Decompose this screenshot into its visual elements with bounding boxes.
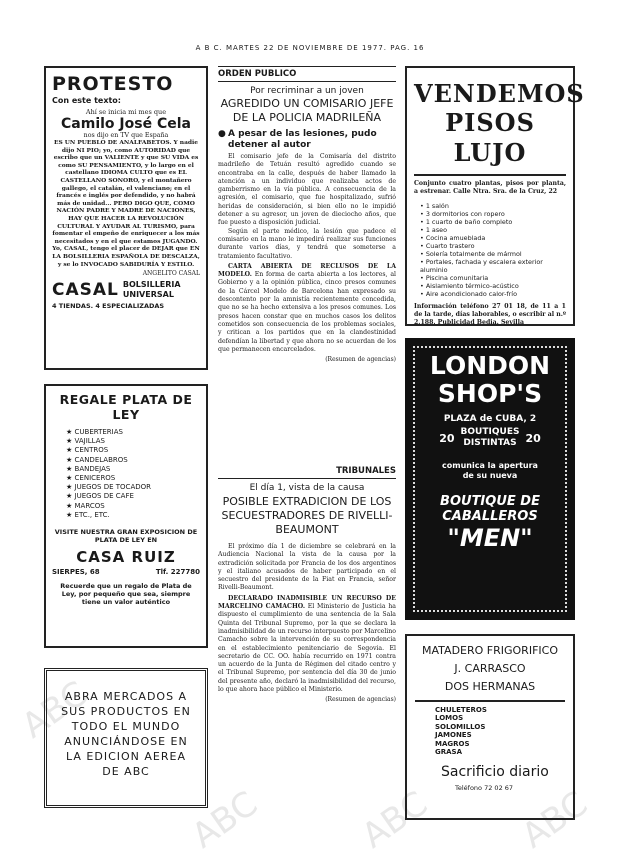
matadero-item-label: LOMOS	[435, 714, 464, 723]
star-icon: •	[420, 241, 426, 250]
orden-subhead	[218, 129, 396, 151]
matadero-item	[435, 706, 565, 714]
tribunales-body1: El próximo día 1 de diciembre se celebrará en la Audiencia Nacional la vista de la causa por la extradición solicitada por Francia de los dos argentinos y el italiano acusados de haber participado en el secuestro del presidente de la Fiat en Francia, señor Rivelli-Beaumont.	[218, 543, 396, 592]
matadero-item	[435, 731, 565, 739]
plata-item	[66, 446, 200, 455]
star-icon: ★	[66, 455, 75, 464]
plata-item	[66, 483, 200, 492]
matadero-title: MATADERO FRIGORIFICO	[422, 644, 558, 657]
matadero-place: DOS HERMANAS	[444, 680, 536, 693]
plata-item	[66, 456, 200, 465]
london-boutiques-label: BOUTIQUES	[460, 427, 520, 437]
pisos-item-label: Aire acondicionado calor-frío	[425, 289, 517, 298]
tribunales-body2-text: El Ministerio de Justicia ha dispuesto el cumplimiento de una sentencia de la Sala Quinta del Tribunal Supremo, por la que se declara la inadmisibilidad de un recurso interpuesto por Marcelino Camacho sobre la intervención de su correspondencia en el establecimiento penitenciario de Segovia. El secretario de CC. OO. había recurrido en 1971 contra un acuerdo de la Junta de Régimen del citado centro y el Tribunal Supremo, por sentencia del día 30 de junio del presente año, declaró la inadmisibilidad del recurso, lo que ahora hace público el Ministerio.	[218, 603, 396, 694]
london-boutiques	[407, 427, 573, 449]
london-comunica: comunica la apertura	[442, 461, 538, 470]
protesto-body: ES UN PUEBLO DE ANALFABETOS. Y nadie dijo NI PIO; yo, como AUTORIDAD que escribo que un VALIENTE y que SU VIDA es como SU PENSAMIENTO, y lo largo en el castellano IDIOMA CULTO que es EL CASTELLANO SONORO, y el montañero gallego, el catalán, el valenciano; en el francés e inglés por defendido, y no habrá más de unidad... PERO DIGO QUE, COMO NACIÓN PADRE Y MADRE DE NACIONES, HAY QUE HACER LA REVOLUCIÓN CULTURAL Y AYUDAR AL TURISMO, para fomentar el empeño de enriquecer a los más necesitados y en el que estamos JUGANDO. Yo, CASAL, tengo el placer de DEJAR que EN LA BOLSILLERIA ESPAÑOLA DE DESCALZA, y se lo INVOCADO SABIDURÍA Y ESTILO.	[52, 139, 200, 268]
matadero-item-label: JAMONES	[435, 731, 472, 740]
matadero-item-label: CHULETEROS	[435, 706, 487, 714]
casal-brand	[52, 280, 200, 300]
matadero-phone: Teléfono 72 02 67	[455, 784, 514, 793]
orden-body2: Según el parte médico, la lesión que padece el comisario en la mano le impedirá realizar sus funciones durante varios días, y tendrá que someterse a tratamiento facultativo.	[218, 227, 396, 260]
tribunales-headline: POSIBLE EXTRADICION DE LOS SECUESTRADORES DE RIVELLI-BEAUMONT	[221, 495, 393, 536]
abc-air-text: ABRA MERCADOS A SUS PRODUCTOS EN TODO EL MUNDO ANUNCIÁNDOSE EN LA EDICION AEREA DE ABC	[61, 690, 191, 778]
section-title: ORDEN PUBLICO	[218, 69, 297, 79]
pisos-item-label: Piscina comunitaria	[425, 273, 489, 282]
plata-item-label: CANDELABROS	[74, 455, 128, 464]
london-shops-ad	[405, 338, 575, 620]
plata-ad	[44, 384, 208, 648]
orden-carta-text: En forma de carta abierta a los lectores, al Gobierno y a la opinión pública, cinco presos comunes de la Cárcel Modelo de Barcelona han expresado su descontento por la amnistía recientemente concedida, que no se ha hecho extensiva a los presos comunes. Los presos hacen constar que en muchos casos los delitos cometidos son consecuencia de los problemas sociales, y critican a los partidos que en la clandestinidad defendían la libertad y que ahora no se acuerdan de los que permanecen encarcelados.	[218, 271, 396, 353]
protesto-signature: ANGELITO CASAL	[142, 270, 200, 278]
plata-item-label: CUBERTERIAS	[74, 428, 123, 436]
pisos-item	[420, 210, 566, 218]
london-num-left: 20	[439, 431, 455, 445]
london-distintas-label: DISTINTAS	[463, 438, 517, 448]
plata-address: SIERPES, 68	[52, 568, 100, 577]
star-icon: ★	[66, 428, 75, 436]
casal-stores: 4 TIENDAS. 4 ESPECIALIZADAS	[52, 302, 165, 311]
pisos-item-label: Aislamiento térmico-acústico	[425, 281, 519, 290]
matadero-item	[435, 723, 565, 731]
pisos-title2: PISOS LUJO	[445, 108, 535, 167]
star-icon: •	[420, 225, 426, 234]
matadero-item	[435, 748, 565, 756]
plata-item	[66, 511, 200, 520]
matadero-item-label: SOLOMILLOS	[435, 722, 486, 731]
london-title2: SHOP'S	[437, 379, 543, 408]
star-icon: •	[420, 289, 426, 298]
protesto-ad	[44, 66, 208, 370]
pisos-item-label: 3 dormitorios con ropero	[425, 209, 505, 218]
plata-visit: VISITE NUESTRA GRAN EXPOSICION DE PLATA DE LEY EN	[54, 528, 198, 545]
plata-footer: Recuerde que un regalo de Plata de Ley, por pequeño que sea, siempre tiene un valor auténtico	[60, 582, 192, 607]
star-icon: •	[420, 217, 426, 226]
star-icon: ★	[66, 474, 75, 483]
matadero-item-label: GRASA	[435, 748, 463, 757]
star-icon: •	[420, 209, 426, 218]
pisos-item-label: 1 cuarto de baño completo	[425, 217, 513, 226]
bullet-icon: ●	[218, 129, 226, 139]
plata-item	[66, 465, 200, 474]
star-icon: •	[420, 201, 426, 210]
plata-item	[66, 502, 200, 511]
casal-line1: BOLSILLERIA	[122, 280, 181, 290]
pisos-intro: Conjunto cuatro plantas, pisos por planta, a estrenar. Calle Ntra. Sra. de la Cruz, 22	[414, 180, 566, 196]
star-icon: ★	[66, 437, 75, 446]
orden-subhead-text: A pesar de las lesiones, pudo detener al autor	[228, 129, 377, 150]
star-icon: ★	[66, 446, 75, 455]
pisos-item-label: Solería totalmente de mármol	[425, 249, 522, 258]
orden-source: (Resumen de agencias)	[325, 356, 396, 364]
star-icon: ★	[66, 510, 75, 519]
pisos-item-label: Portales, fachada y escalera exterior aluminio	[420, 257, 543, 274]
matadero-item-label: MAGROS	[435, 739, 470, 748]
plata-item-label: ETC., ETC.	[74, 510, 110, 519]
page-header: A B C. MARTES 22 DE NOVIEMBRE DE 1977. PAG. 16	[195, 44, 425, 52]
plata-items	[66, 428, 200, 520]
plata-item-label: CENTROS	[74, 446, 109, 455]
tribunales-kicker: El día 1, vista de la causa	[249, 483, 365, 493]
tribunales-article	[218, 466, 396, 822]
london-num-right: 20	[525, 431, 541, 445]
orden-headline: AGREDIDO UN COMISARIO JEFE DE LA POLICIA MADRILEÑA	[220, 97, 394, 124]
matadero-name: J. CARRASCO	[454, 662, 526, 675]
plata-phone: Tlf. 227780	[155, 568, 200, 577]
tribunales-source: (Resumen de agencias)	[325, 696, 396, 704]
orden-kicker: Por recriminar a un joven	[250, 86, 364, 96]
star-icon: •	[420, 257, 426, 266]
pisos-item	[420, 250, 566, 258]
plata-item	[66, 428, 200, 437]
matadero-items	[435, 706, 565, 756]
matadero-daily: Sacrificio diario	[441, 764, 549, 781]
london-caballeros: CABALLEROS	[442, 509, 538, 524]
pisos-item	[420, 282, 566, 290]
plata-item	[66, 474, 200, 483]
pisos-item	[420, 242, 566, 250]
london-boutique: BOUTIQUE DE	[440, 494, 540, 509]
plata-store: CASA RUIZ	[76, 548, 176, 567]
london-place: PLAZA de CUBA, 2	[443, 414, 537, 424]
plata-item	[66, 492, 200, 501]
plata-item-label: JUEGOS DE CAFE	[74, 492, 134, 501]
plata-item-label: BANDEJAS	[74, 464, 111, 473]
protesto-intro: Ahí se inicia mi mes que	[85, 108, 167, 116]
protesto-title: PROTESTO	[52, 73, 174, 95]
tribunales-body2	[218, 595, 396, 695]
plata-item-label: JUEGOS DE TOCADOR	[74, 483, 151, 492]
london-title1: LONDON	[429, 351, 551, 380]
matadero-item	[435, 714, 565, 722]
matadero-ad	[405, 634, 575, 820]
watermark: ABC	[354, 783, 435, 856]
watermark: ABC	[184, 783, 265, 856]
pisos-item-label: 1 salón	[425, 201, 449, 210]
pisos-ad	[405, 66, 585, 327]
tribunales-body2-head: DECLARADO INADMISIBLE UN RECURSO DE MARCELINO CAMACHO.	[218, 594, 396, 611]
star-icon: •	[420, 281, 426, 290]
star-icon: •	[420, 233, 426, 242]
pisos-title1: VENDEMOS	[414, 79, 585, 108]
plata-item-label: CENICEROS	[74, 474, 116, 483]
casal-logo: CASAL	[52, 280, 119, 301]
star-icon: •	[420, 273, 426, 282]
orden-carta	[218, 263, 396, 354]
pisos-item-label: 1 aseo	[425, 225, 447, 234]
pisos-features	[420, 202, 566, 298]
watermark: ABC	[14, 673, 95, 747]
london-men: "MEN"	[447, 524, 533, 552]
pisos-item	[420, 290, 566, 298]
orden-body1: El comisario jefe de la Comisaría del distrito madrileño de Tetuán resultó agredido cuando se encontraba en la calle, después de haber llamado la atención a un individuo que realizaba actos de gamberrismo en la vía pública. A consecuencia de la agresión, el comisario, que fue hospitalizado, sufrió heridas de consideración, si bien ello no le impidió detener a su agresor, un joven de dieciocho años, que fue puesto a disposición judicial.	[218, 153, 396, 227]
protesto-subtitle: Con este texto:	[52, 96, 121, 105]
protesto-author: Camilo José Cela	[61, 116, 191, 132]
star-icon: ★	[66, 464, 75, 473]
orden-publico-article	[218, 66, 396, 452]
pisos-item	[420, 202, 566, 210]
pisos-item	[420, 258, 566, 274]
plata-title: REGALE PLATA DE LEY	[59, 392, 193, 422]
london-nueva: de su nueva	[462, 471, 518, 480]
pisos-item	[420, 226, 566, 234]
watermark: ABC	[514, 783, 595, 856]
casal-line2: UNIVERSAL	[122, 290, 174, 300]
plata-item-label: MARCOS	[74, 501, 105, 510]
pisos-item-label: Cuarto trastero	[425, 241, 475, 250]
star-icon: ★	[66, 501, 75, 510]
star-icon: ★	[66, 492, 75, 501]
abc-air-ad	[44, 668, 208, 808]
protesto-body1: nos dijo en TV que España	[83, 132, 169, 139]
pisos-item	[420, 218, 566, 226]
section-title: TRIBUNALES	[336, 466, 396, 476]
pisos-item-label: Cocina amueblada	[425, 233, 486, 242]
pisos-info: Información teléfono 27 01 18, de 11 a 1 de la tarde, días laborables, o escribir al n.º 2.188. Publicidad Bedia. Sevilla	[414, 302, 566, 327]
star-icon: •	[420, 249, 426, 258]
orden-carta-head: CARTA ABIERTA DE RECLUSOS DE LA MODELO.	[218, 262, 396, 279]
matadero-item	[435, 740, 565, 748]
plata-item-label: VAJILLAS	[74, 437, 105, 446]
pisos-item	[420, 274, 566, 282]
star-icon: ★	[66, 483, 75, 492]
plata-item	[66, 437, 200, 446]
pisos-item	[420, 234, 566, 242]
